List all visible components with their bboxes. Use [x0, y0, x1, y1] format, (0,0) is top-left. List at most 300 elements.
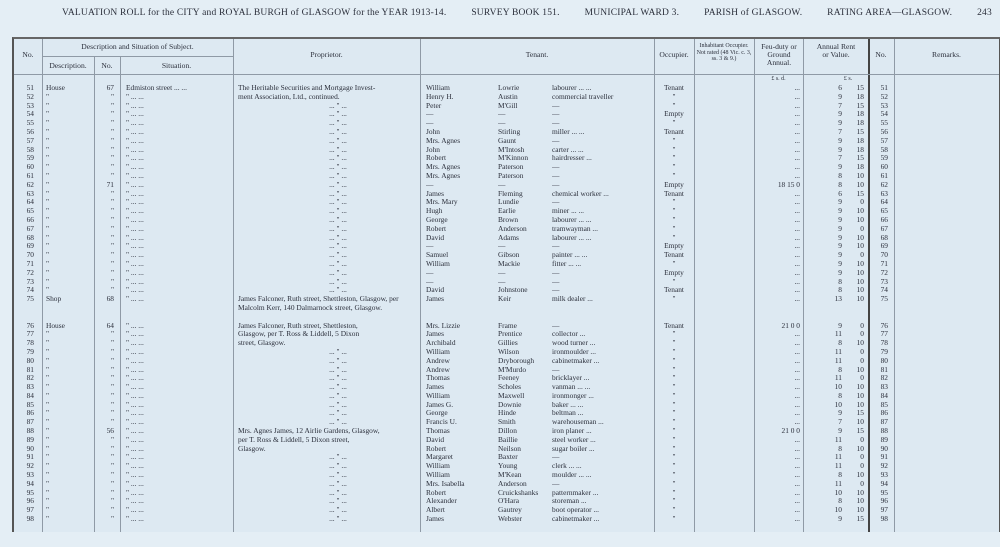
cell-occu: "	[672, 163, 676, 172]
cell-rs: 10	[856, 418, 864, 427]
cell-desc: "	[46, 127, 50, 136]
cell-last: M'Kean	[498, 471, 522, 480]
cell-num: "	[110, 506, 114, 515]
cell-sit: Edmiston street ... ...	[126, 84, 187, 92]
cell-desc: "	[46, 224, 50, 233]
cell-prop: ... " ...	[329, 418, 347, 427]
table-row	[14, 453, 999, 462]
cell-first: Peter	[426, 101, 442, 110]
cell-last: M'Kinnon	[498, 154, 529, 163]
cell-rl: 9	[838, 136, 842, 145]
cell-sit: " ... ...	[126, 163, 144, 172]
cell-no-right: 69	[880, 242, 888, 251]
cell-no-right: 79	[880, 347, 888, 356]
cell-desc: "	[46, 374, 50, 383]
cell-feu: ...	[794, 347, 800, 356]
cell-first: Alexander	[426, 497, 457, 506]
cell-occ: cabinetmaker ...	[552, 356, 600, 365]
cell-no-right: 64	[880, 198, 888, 207]
cell-prop: ... " ...	[329, 488, 347, 497]
cell-occu: Empty	[664, 242, 684, 251]
col-remarks: Remarks.	[932, 50, 961, 59]
cell-desc: "	[46, 427, 50, 436]
cell-no-right: 61	[880, 171, 888, 180]
cell-rs: 15	[856, 84, 864, 92]
cell-desc: "	[46, 92, 50, 101]
cell-last: Anderson	[498, 224, 527, 233]
cell-occu: "	[672, 347, 676, 356]
cell-sit: " ... ...	[126, 444, 144, 453]
cell-last: Paterson	[498, 171, 524, 180]
cell-occ: cabinetmaker ...	[552, 515, 600, 524]
table-row	[14, 445, 999, 454]
cell-desc: "	[46, 409, 50, 418]
cell-num: "	[110, 268, 114, 277]
col-description: Description.	[49, 61, 87, 70]
cell-occu: "	[672, 330, 676, 339]
cell-first: —	[426, 242, 434, 251]
cell-prop: ... " ...	[329, 286, 347, 295]
cell-num: "	[110, 215, 114, 224]
cell-occ: baker ... ...	[552, 400, 584, 409]
table-row	[14, 119, 999, 128]
cell-num: "	[110, 127, 114, 136]
cell-last: Dryborough	[498, 356, 535, 365]
cell-no: 74	[26, 286, 34, 295]
cell-occu: "	[672, 207, 676, 216]
cell-last: Fleming	[498, 189, 523, 198]
cell-last: —	[498, 180, 506, 189]
cell-occu: Empty	[664, 268, 684, 277]
table-row	[14, 471, 999, 480]
cell-no-right: 52	[880, 92, 888, 101]
cell-prop: ... " ...	[329, 189, 347, 198]
cell-feu: 21 0 0	[781, 427, 800, 436]
cell-last: Smith	[498, 418, 516, 427]
cell-first: William	[426, 471, 450, 480]
cell-rs: 10	[856, 391, 864, 400]
cell-num: "	[110, 479, 114, 488]
cell-desc: "	[46, 497, 50, 506]
cell-desc: "	[46, 444, 50, 453]
table-row	[14, 295, 999, 321]
cell-sit: " ... ...	[126, 127, 144, 136]
table-row	[14, 216, 999, 225]
feu-units: £ s. d.	[771, 76, 786, 82]
cell-rl: 9	[838, 268, 842, 277]
table-row	[14, 163, 999, 172]
cell-rl: 9	[838, 207, 842, 216]
cell-num: "	[110, 198, 114, 207]
cell-num: "	[110, 233, 114, 242]
cell-no: 64	[26, 198, 34, 207]
cell-rl: 6	[838, 189, 842, 198]
cell-desc: "	[46, 119, 50, 128]
cell-no: 58	[26, 145, 34, 154]
cell-occu: Tenant	[663, 189, 684, 198]
cell-sit: " ... ...	[126, 136, 144, 145]
cell-feu: ...	[794, 479, 800, 488]
cell-sit: " ... ...	[126, 171, 144, 180]
cell-sit: " ... ...	[126, 215, 144, 224]
cell-num: "	[110, 163, 114, 172]
cell-rs: 10	[856, 268, 864, 277]
cell-rs: 18	[856, 92, 864, 101]
cell-no-right: 96	[880, 497, 888, 506]
table-row	[14, 251, 999, 260]
cell-last: Brown	[498, 215, 519, 224]
table-row	[14, 506, 999, 515]
cell-sit: " ... ...	[126, 471, 144, 480]
cell-desc: "	[46, 189, 50, 198]
cell-no-right: 65	[880, 207, 888, 216]
cell-no-right: 63	[880, 189, 888, 198]
cell-no-right: 67	[880, 224, 888, 233]
cell-feu: ...	[794, 277, 800, 286]
cell-rl: 9	[838, 515, 842, 524]
cell-occ: ironmonger ...	[552, 391, 594, 400]
cell-occu: "	[672, 479, 676, 488]
cell-no: 85	[26, 400, 34, 409]
cell-last: O'Hara	[498, 497, 520, 506]
cell-occ: miner ... ...	[552, 207, 585, 216]
cell-no-right: 51	[880, 84, 888, 92]
cell-occ: —	[552, 198, 560, 207]
cell-rs: 0	[860, 479, 864, 488]
cell-desc: House	[46, 84, 65, 92]
cell-no-right: 87	[880, 418, 888, 427]
cell-rs: 15	[856, 427, 864, 436]
cell-occ: wood turner ...	[552, 339, 596, 348]
cell-num: "	[110, 418, 114, 427]
cell-feu: ...	[794, 101, 800, 110]
survey-book: SURVEY BOOK 151.	[471, 8, 560, 18]
cell-num: "	[110, 171, 114, 180]
cell-occu: "	[672, 154, 676, 163]
cell-num: "	[110, 136, 114, 145]
cell-prop: ment Association, Ltd., continued.	[238, 92, 340, 101]
table-row	[14, 366, 999, 375]
cell-first: Mrs. Mary	[426, 198, 458, 207]
cell-prop: ... " ...	[329, 471, 347, 480]
cell-rl: 7	[838, 101, 842, 110]
cell-feu: ...	[794, 330, 800, 339]
cell-last: Young	[498, 462, 518, 471]
cell-first: James	[426, 383, 445, 392]
cell-occu: "	[672, 365, 676, 374]
cell-sit: " ... ...	[126, 356, 144, 365]
cell-rl: 9	[838, 321, 842, 330]
cell-last: Gillies	[498, 339, 518, 348]
cell-last: M'Intosh	[498, 145, 525, 154]
cell-feu: ...	[794, 215, 800, 224]
cell-last: Earlie	[498, 207, 516, 216]
cell-last: Baillie	[498, 435, 518, 444]
cell-rs: 0	[860, 224, 864, 233]
cell-num: "	[110, 462, 114, 471]
cell-num: 67	[106, 84, 114, 92]
cell-prop: ... " ...	[329, 259, 347, 268]
cell-no: 68	[26, 233, 34, 242]
cell-prop: ... " ...	[329, 383, 347, 392]
cell-feu: ...	[794, 207, 800, 216]
cell-no-right: 91	[880, 453, 888, 462]
cell-prop: ... " ...	[329, 119, 347, 128]
cell-first: David	[426, 435, 445, 444]
table-row	[14, 330, 999, 339]
cell-no: 70	[26, 251, 34, 260]
cell-occu: "	[672, 224, 676, 233]
cell-rs: 0	[860, 198, 864, 207]
cell-feu: ...	[794, 374, 800, 383]
cell-last: Downie	[498, 400, 522, 409]
table-row	[14, 374, 999, 383]
cell-rl: 8	[838, 171, 842, 180]
cell-occ: ironmoulder ...	[552, 347, 596, 356]
cell-feu: ...	[794, 435, 800, 444]
cell-desc: "	[46, 171, 50, 180]
cell-no: 75	[26, 295, 34, 304]
table-row	[14, 198, 999, 207]
cell-no-right: 53	[880, 101, 888, 110]
cell-no-right: 94	[880, 479, 888, 488]
cell-first: Francis U.	[426, 418, 457, 427]
cell-desc: "	[46, 101, 50, 110]
cell-no: 51	[26, 84, 34, 92]
cell-rs: 18	[856, 119, 864, 128]
cell-occ: miller ... ...	[552, 127, 585, 136]
cell-sit: " ... ...	[126, 207, 144, 216]
cell-last: —	[498, 110, 506, 119]
cell-first: Hugh	[426, 207, 443, 216]
cell-occu: Tenant	[663, 127, 684, 136]
cell-rs: 10	[856, 215, 864, 224]
table-row	[14, 286, 999, 295]
cell-rl: 7	[838, 127, 842, 136]
cell-prop: ... " ...	[329, 171, 347, 180]
cell-rs: 0	[860, 374, 864, 383]
cell-first: —	[426, 180, 434, 189]
cell-first: John	[426, 127, 440, 136]
cell-rs: 10	[856, 471, 864, 480]
cell-rl: 11	[834, 347, 842, 356]
table-row	[14, 462, 999, 471]
cell-occ: —	[552, 277, 560, 286]
cell-occu: "	[672, 418, 676, 427]
cell-rl: 10	[834, 488, 842, 497]
cell-rs: 10	[856, 295, 864, 304]
cell-no: 90	[26, 444, 34, 453]
cell-desc: "	[46, 277, 50, 286]
cell-rs: 10	[856, 180, 864, 189]
cell-no: 91	[26, 453, 34, 462]
cell-feu: ...	[794, 268, 800, 277]
cell-desc: "	[46, 453, 50, 462]
table-row	[14, 93, 999, 102]
cell-desc: Shop	[46, 295, 62, 304]
cell-no: 76	[26, 321, 34, 330]
table-row	[14, 409, 999, 418]
cell-occu: "	[672, 277, 676, 286]
cell-feu: ...	[794, 92, 800, 101]
cell-occu: "	[672, 233, 676, 242]
cell-no-right: 56	[880, 127, 888, 136]
cell-rs: 10	[856, 506, 864, 515]
cell-occ: warehouseman ...	[552, 418, 604, 427]
table-row	[14, 322, 999, 331]
cell-rl: 11	[834, 479, 842, 488]
page-number: 243	[977, 8, 992, 18]
cell-sit: " ... ...	[126, 251, 144, 260]
table-row	[14, 154, 999, 163]
table-row	[14, 392, 999, 401]
cell-sit: " ... ...	[126, 110, 144, 119]
cell-rl: 9	[838, 409, 842, 418]
cell-rl: 6	[838, 84, 842, 92]
cell-rs: 0	[860, 435, 864, 444]
cell-last: Austin	[498, 92, 518, 101]
cell-first: Andrew	[426, 356, 450, 365]
cell-last: Feeney	[498, 374, 520, 383]
table-row	[14, 401, 999, 410]
cell-first: Andrew	[426, 365, 450, 374]
table-row	[14, 207, 999, 216]
cell-sit: " ... ...	[126, 189, 144, 198]
table-row	[14, 436, 999, 445]
cell-occ: milk dealer ...	[552, 295, 593, 304]
cell-desc: "	[46, 198, 50, 207]
cell-first: —	[426, 119, 434, 128]
cell-occ: chemical worker ...	[552, 189, 609, 198]
cell-desc: "	[46, 391, 50, 400]
cell-no: 83	[26, 383, 34, 392]
cell-first: Mrs. Lizzie	[426, 321, 461, 330]
cell-no: 60	[26, 163, 34, 172]
cell-rs: 15	[856, 409, 864, 418]
cell-occu: "	[672, 462, 676, 471]
cell-rl: 7	[838, 418, 842, 427]
cell-prop: ... " ...	[329, 110, 347, 119]
cell-first: John	[426, 145, 440, 154]
cell-occu: "	[672, 497, 676, 506]
cell-feu: ...	[794, 171, 800, 180]
cell-sit: " ... ...	[126, 383, 144, 392]
cell-sit: " ... ...	[126, 506, 144, 515]
cell-sit: " ... ...	[126, 409, 144, 418]
cell-prop: ... " ...	[329, 515, 347, 524]
cell-rl: 8	[838, 391, 842, 400]
cell-desc: "	[46, 418, 50, 427]
cell-prop: ... " ...	[329, 409, 347, 418]
col-situation: Situation.	[161, 61, 192, 70]
cell-num: "	[110, 497, 114, 506]
cell-occ: —	[552, 101, 560, 110]
cell-feu: ...	[794, 339, 800, 348]
cell-last: Lowrie	[498, 84, 520, 92]
cell-num: "	[110, 365, 114, 374]
cell-desc: "	[46, 400, 50, 409]
valuation-table	[12, 37, 1000, 532]
cell-desc: "	[46, 180, 50, 189]
cell-desc: "	[46, 479, 50, 488]
cell-prop: ... " ...	[329, 101, 347, 110]
cell-rs: 18	[856, 145, 864, 154]
cell-rl: 9	[838, 251, 842, 260]
cell-no-right: 55	[880, 119, 888, 128]
cell-prop: street, Glasgow.	[238, 339, 286, 348]
cell-no: 82	[26, 374, 34, 383]
cell-prop: Glasgow, per T. Ross & Liddell, 5 Dixon	[238, 330, 360, 339]
cell-num: "	[110, 154, 114, 163]
cell-no-right: 74	[880, 286, 888, 295]
table-row	[14, 181, 999, 190]
cell-no-right: 71	[880, 259, 888, 268]
cell-rl: 9	[838, 145, 842, 154]
cell-first: Robert	[426, 224, 447, 233]
cell-feu: ...	[794, 119, 800, 128]
cell-rl: 8	[838, 286, 842, 295]
cell-prop: ... " ...	[329, 400, 347, 409]
cell-first: James	[426, 189, 445, 198]
table-row	[14, 234, 999, 243]
cell-occu: Tenant	[663, 84, 684, 92]
cell-occ: patternmaker ...	[552, 488, 599, 497]
cell-first: William	[426, 347, 450, 356]
cell-rl: 8	[838, 497, 842, 506]
cell-rs: 10	[856, 286, 864, 295]
cell-no: 78	[26, 339, 34, 348]
cell-last: Webster	[498, 515, 523, 524]
cell-rs: 18	[856, 110, 864, 119]
table-row	[14, 278, 999, 287]
cell-num: "	[110, 374, 114, 383]
cell-rs: 10	[856, 339, 864, 348]
cell-sit: " ... ...	[126, 391, 144, 400]
cell-no-right: 77	[880, 330, 888, 339]
cell-last: Dillon	[498, 427, 517, 436]
cell-first: William	[426, 391, 450, 400]
cell-num: "	[110, 356, 114, 365]
cell-desc: "	[46, 339, 50, 348]
cell-no-right: 88	[880, 427, 888, 436]
cell-no: 96	[26, 497, 34, 506]
cell-first: —	[426, 277, 434, 286]
cell-desc: "	[46, 215, 50, 224]
cell-desc: "	[46, 259, 50, 268]
cell-num: 71	[106, 180, 114, 189]
cell-first: William	[426, 259, 450, 268]
cell-last: —	[498, 268, 506, 277]
cell-no: 92	[26, 462, 34, 471]
col-no-right: No.	[875, 50, 887, 59]
cell-last: Neilson	[498, 444, 521, 453]
cell-feu: ...	[794, 145, 800, 154]
cell-num: "	[110, 515, 114, 524]
cell-desc: "	[46, 347, 50, 356]
cell-first: Henry H.	[426, 92, 454, 101]
cell-prop: ... " ...	[329, 497, 347, 506]
cell-first: Robert	[426, 154, 447, 163]
table-row	[14, 269, 999, 278]
cell-last: —	[498, 119, 506, 128]
table-row	[14, 348, 999, 357]
cell-no: 67	[26, 224, 34, 233]
cell-rs: 10	[856, 242, 864, 251]
cell-last: Johnstone	[498, 286, 528, 295]
cell-no-right: 76	[880, 321, 888, 330]
cell-num: "	[110, 207, 114, 216]
cell-first: James	[426, 515, 445, 524]
